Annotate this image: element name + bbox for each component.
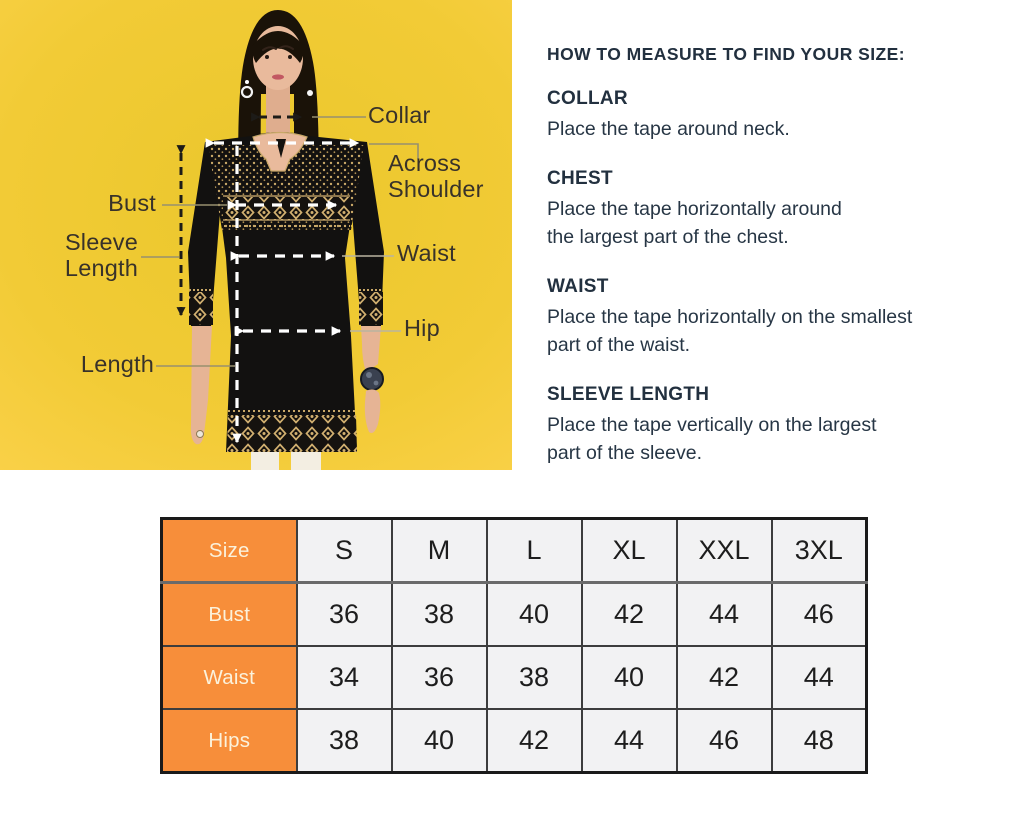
size-header-cell: Size	[162, 519, 297, 583]
value-cell: 40	[582, 646, 677, 709]
value-cell: 46	[677, 709, 772, 773]
value-cell: 46	[772, 583, 867, 647]
row-header-cell: Hips	[162, 709, 297, 773]
section-line: part of the sleeve.	[547, 442, 703, 465]
bracelet	[361, 368, 383, 390]
diagram-label-bust: Bust	[108, 190, 156, 216]
leggings	[251, 452, 279, 470]
value-cell: 40	[487, 583, 582, 647]
table-row-sizes	[162, 519, 867, 583]
value-cell: 44	[582, 709, 677, 773]
diagram-label-waist: Waist	[397, 240, 456, 266]
left-arm	[191, 326, 212, 444]
section-heading: WAIST	[547, 276, 609, 298]
section-heading: COLLAR	[547, 88, 628, 109]
table-row-waist	[162, 646, 867, 709]
value-cell: 36	[392, 646, 487, 709]
size-cell: XL	[582, 519, 677, 583]
value-cell: 44	[772, 646, 867, 709]
right-arm	[361, 326, 381, 372]
size-diagram-panel	[0, 0, 512, 470]
value-cell: 42	[582, 583, 677, 647]
value-cell: 44	[677, 583, 772, 647]
value-cell: 36	[297, 583, 392, 647]
diagram-label-sleeve-length: Sleeve Length	[64, 229, 138, 282]
size-cell: L	[487, 519, 582, 583]
diagram-label-collar: Collar	[368, 102, 431, 128]
size-cell: 3XL	[772, 519, 867, 583]
value-cell: 48	[772, 709, 867, 773]
size-cell: XXL	[677, 519, 772, 583]
instruction-section-waist	[547, 276, 985, 359]
value-cell: 34	[297, 646, 392, 709]
diagram-label-across-shoulder: Across Shoulder	[388, 150, 484, 203]
section-line: Place the tape horizontally on the smallest	[547, 306, 913, 329]
value-cell: 38	[392, 583, 487, 647]
left-cuff-print	[189, 292, 213, 325]
section-heading: SLEEVE LENGTH	[547, 384, 710, 406]
table-row-bust	[162, 583, 867, 647]
size-chart-table	[160, 517, 868, 774]
diagram-label-hip: Hip	[404, 315, 440, 341]
row-header-cell: Bust	[162, 583, 297, 647]
section-heading: CHEST	[547, 168, 613, 190]
section-line: Place the tape vertically on the largest	[547, 414, 877, 437]
hem-print	[227, 415, 357, 452]
instructions-title: HOW TO MEASURE TO FIND YOUR SIZE:	[547, 44, 906, 64]
size-cell: M	[392, 519, 487, 583]
instruction-section-sleeve-length	[547, 384, 985, 467]
model-figure	[188, 10, 384, 470]
neck	[266, 82, 290, 136]
value-cell: 40	[392, 709, 487, 773]
instruction-section-chest	[547, 168, 985, 251]
right-hand	[365, 389, 380, 433]
section-line: part of the waist.	[547, 334, 691, 357]
section-line: Place the tape horizontally around	[547, 198, 842, 221]
value-cell: 38	[297, 709, 392, 773]
instruction-section-collar	[547, 88, 985, 143]
size-cell: S	[297, 519, 392, 583]
right-cuff-print	[359, 292, 383, 325]
diagram-label-length: Length	[80, 351, 154, 377]
value-cell: 42	[677, 646, 772, 709]
row-header-cell: Waist	[162, 646, 297, 709]
section-line: Place the tape around neck.	[547, 118, 790, 140]
value-cell: 38	[487, 646, 582, 709]
measure-instructions	[547, 44, 985, 493]
value-cell: 42	[487, 709, 582, 773]
section-line: the largest part of the chest.	[547, 226, 789, 249]
table-row-hips	[162, 709, 867, 773]
